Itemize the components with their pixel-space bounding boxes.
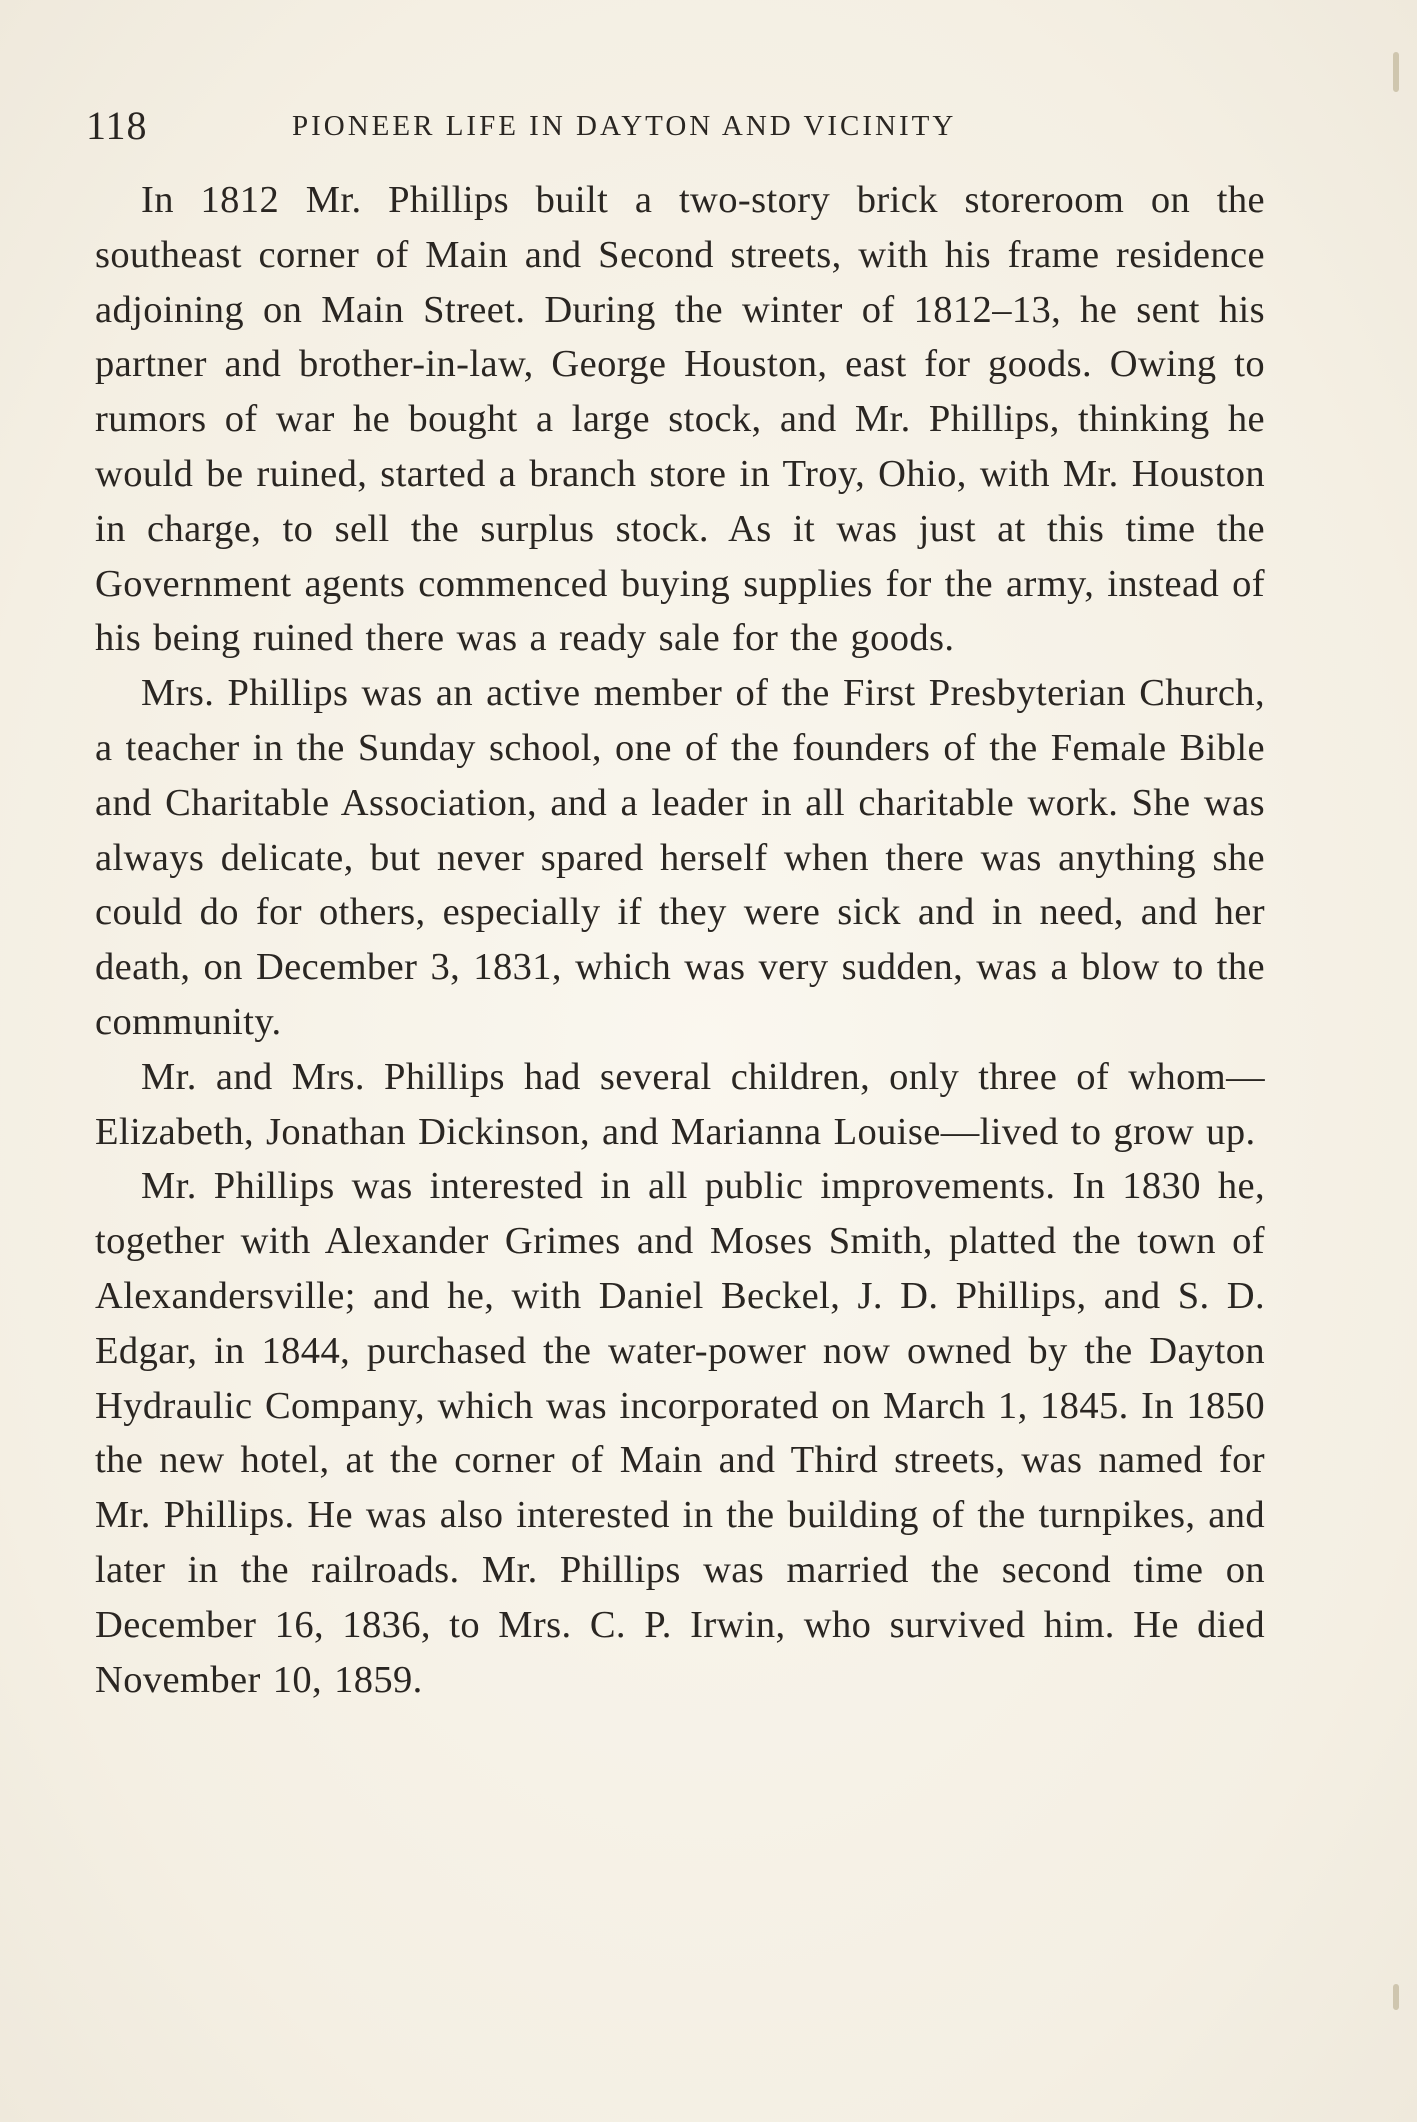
body-text [95,173,1265,1707]
page-edge-mark [1393,52,1399,92]
running-title: PIONEER LIFE IN DAYTON AND VICINITY [292,110,957,142]
paragraph: Mr. and Mrs. Phillips had several children, only three of whom—Elizabeth, Jonathan Dickinson, and Marianna Louise—lived to grow up. [95,1055,1265,1153]
paragraph: Mr. Phillips was interested in all public improvements. In 1830 he, together with Alexander Grimes and Moses Smith, platted the town of Alexandersville; and he, with Daniel Beckel, J. D. Phillips, and S. D. Edgar, in 1844, purchased the water-power now owned by the Dayton Hydraulic Company, which was incorporated on March 1, 1845. In 1850 the new hotel, at the corner of Main and Third streets, was named for Mr. Phillips. He was also interested in the building of the turnpikes, and later in the railroads. Mr. Phillips was married the second time on December 16, 1836, to Mrs. C. P. Irwin, who survived him. He died November 10, 1859. [95,1165,1265,1701]
paragraph: In 1812 Mr. Phillips built a two-story brick storeroom on the southeast corner of Main and Second streets, with his frame residence adjoining on Main Street. During the winter of 1812–13, he sent his partner and brother-in-law, George Houston, east for goods. Owing to rumors of war he bought a large stock, and Mr. Phillips, thinking he would be ruined, started a branch store in Troy, Ohio, with Mr. Houston in charge, to sell the surplus stock. As it was just at this time the Government agents commenced buying supplies for the army, instead of his being ruined there was a ready sale for the goods. [95,179,1265,660]
page-number: 118 [86,103,148,148]
page-header [86,102,1266,152]
page-edge-mark [1393,1984,1399,2010]
paragraph: Mrs. Phillips was an active member of the First Presbyterian Church, a teacher in the Sunday school, one of the founders of the Female Bible and Charitable Association, and a leader in all charitable work. She was always delicate, but never spared herself when there was anything she could do for others, especially if they were sick and in need, and her death, on December 3, 1831, which was very sudden, was a blow to the community. [95,672,1265,1043]
